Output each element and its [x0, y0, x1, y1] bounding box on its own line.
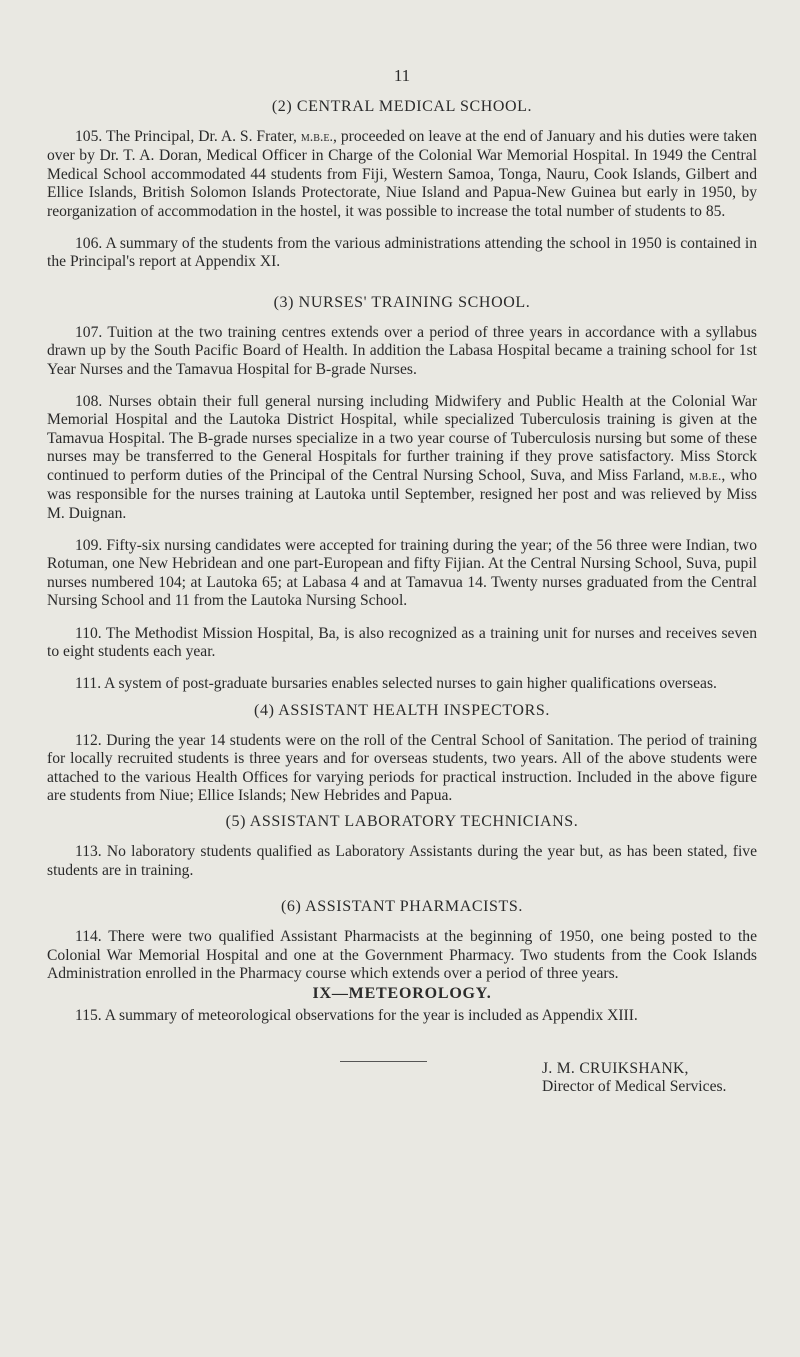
paragraph-108	[47, 393, 757, 523]
paragraph-109: 109. Fifty-six nursing candidates were accepted for training during the year; of the 56 three were Indian, two Rotuman, one New Hebridean and one part-European and fifty Fijian. At the Central Nursing School, Suva, pupil nurses numbered 104; at Lautoka 65; at Labasa 4 and at Tamavua 14. Twenty nurses graduated from the Central Nursing School and 11 from the Lautoka Nursing School.	[47, 536, 757, 610]
heading-meteorology: IX—METEOROLOGY.	[312, 985, 492, 1003]
paragraph-113: 113. No laboratory students qualified as Laboratory Assistants during the year but, as has been stated, five students are in training.	[47, 843, 757, 879]
paragraph-107: 107. Tuition at the two training centres extends over a period of three years in accordance with a syllabus drawn up by the South Pacific Board of Health. In addition the Labasa Hospital became a training school for 1st Year Nurses and the Tamavua Hospital for B-grade Nurses.	[47, 323, 757, 378]
honour-abbrev: m.b.e.	[300, 130, 334, 145]
signature-block	[542, 1060, 757, 1096]
heading-assistant-laboratory-technicians: (5) ASSISTANT LABORATORY TECHNICIANS.	[225, 813, 579, 831]
paragraph-115: 115. A summary of meteorological observations for the year is included as Appendix XIII.	[75, 1007, 638, 1025]
heading-nurses-training-school: (3) NURSES' TRAINING SCHOOL.	[273, 293, 531, 311]
paragraph-112: 112. During the year 14 students were on the roll of the Central School of Sanitation. The period of training for locally recruited students is three years and for overseas students, two years. All of the above students were attached to the various Health Offices for varying periods for practical instruction. Included in the above figure are students from Niue; Ellice Islands; New Hebrides and Papua.	[47, 731, 757, 804]
paragraph-105-text-b: , proceeded on leave at the end of January and his duties were taken over by Dr. T. A. Doran, Medical Officer in Charge of the Colonial War Memorial Hospital. In 1949 the Central Medical School accommodated 44 students from Fiji, Western Samoa, Tonga, Nauru, Cook Islands, Gilbert and Ellice Islands, British Solomon Islands Protectorate, Niue Island and Papua-New Guinea but early in 1950, by reorganization of accommodation in the hostel, it was possible to increase the total number of students to 85.	[47, 128, 757, 220]
signatory-name: J. M. CRUIKSHANK,	[542, 1059, 689, 1077]
page-number: 11	[393, 66, 411, 85]
paragraph-108-text-b: , who was responsible for the nurses training at Lautoka until September, resigned her post and was relieved by Miss M. Duignan.	[47, 466, 757, 522]
paragraph-111: 111. A system of post-graduate bursaries enables selected nurses to gain higher qualifications overseas.	[75, 675, 717, 693]
paragraph-108-text-a: 108. Nurses obtain their full general nursing including Midwifery and Public Health at the Colonial War Memorial Hospital and the Lautoka District Hospital, while specialized Tuberculosis training is given at the Tamavua Hospital. The B-grade nurses specialize in a two year course of Tuberculosis nursing but some of these nurses may be transferred to the General Hospitals for further training if they prove satisfactory. Miss Storck continued to perform duties of the Principal of the Central Nursing School, Suva, and Miss Farland,	[47, 393, 757, 484]
paragraph-105	[47, 128, 757, 221]
heading-assistant-pharmacists: (6) ASSISTANT PHARMACISTS.	[280, 898, 524, 916]
paragraph-114: 114. There were two qualified Assistant Pharmacists at the beginning of 1950, one being posted to the Colonial War Memorial Hospital and one at the Government Pharmacy. Two students from the Cook Islands Administration enrolled in the Pharmacy course which extends over a period of three years.	[47, 928, 757, 982]
heading-assistant-health-inspectors: (4) ASSISTANT HEALTH INSPECTORS.	[254, 701, 550, 719]
paragraph-106: 106. A summary of the students from the various administrations attending the school in 1950 is contained in the Principal's report at Appendix XI.	[47, 235, 757, 271]
honour-abbrev: m.b.e.	[689, 468, 722, 484]
end-rule	[340, 1061, 427, 1062]
signatory-title: Director of Medical Services.	[542, 1077, 727, 1095]
paragraph-105-text-a: 105. The Principal, Dr. A. S. Frater,	[75, 128, 301, 145]
heading-central-medical-school: (2) CENTRAL MEDICAL SCHOOL.	[271, 98, 533, 115]
paragraph-110: 110. The Methodist Mission Hospital, Ba, is also recognized as a training unit for nurses and receives seven to eight students each year.	[47, 624, 757, 660]
